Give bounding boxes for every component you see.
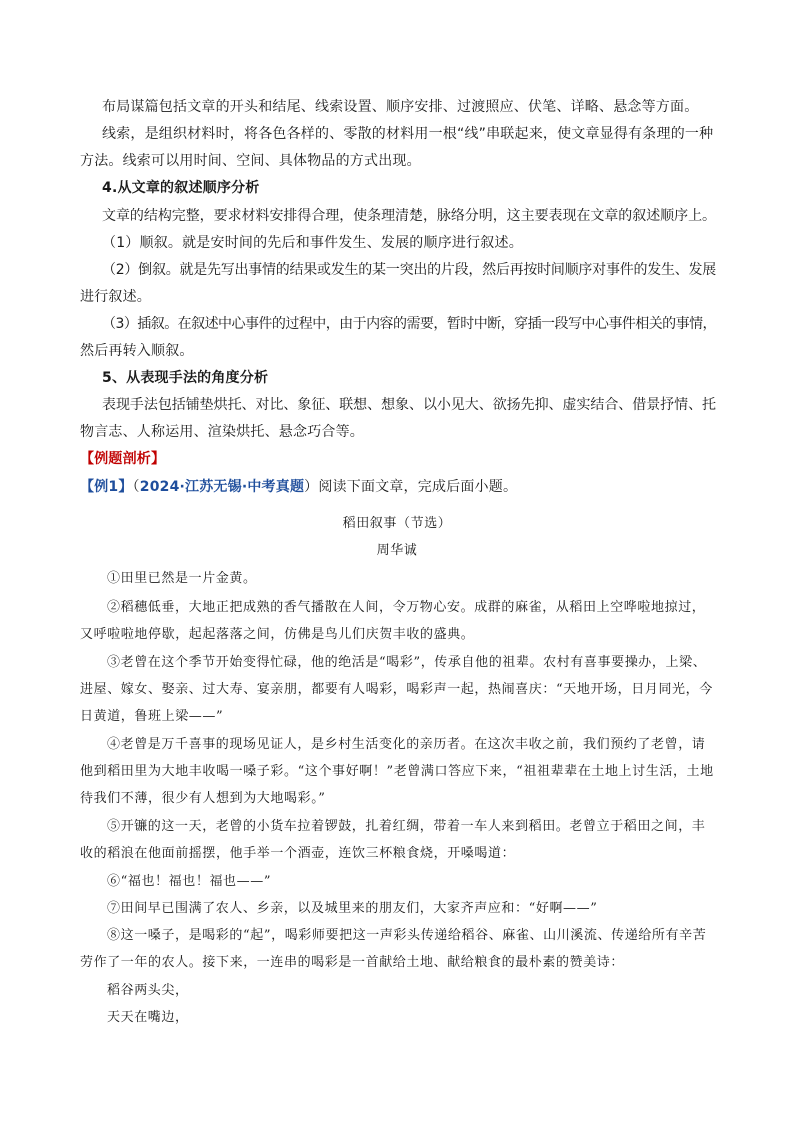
example-intro-line — [80, 476, 517, 496]
paragraph-clue-line2: 方法。线索可以用时间、空间、具体物品的方式出现。 — [80, 153, 421, 169]
paragraph-interpolation-line2: 然后再转入顺叙。 — [80, 343, 194, 359]
passage-paragraph-3-line3: 日黄道，鲁班上梁——” — [80, 709, 224, 724]
paragraph-interpolation-line1: （3）插叙。在叙述中心事件的过程中，由于内容的需要，暂时中断，穿插一段写中心事件相关的事情， — [102, 316, 716, 332]
section-label-example-analysis: 【例题剖析】 — [80, 451, 166, 467]
passage-paragraph-8-line2: 劳作了一年的农人。接下来，一连串的喝彩是一首献给土地、献给粮食的最朴素的赞美诗： — [80, 955, 625, 970]
paragraph-flashback-line2: 进行叙述。 — [80, 289, 151, 305]
paragraph-structure: 文章的结构完整，要求材料安排得合理，使条理清楚，脉络分明，这主要表现在文章的叙述顺序上。 — [102, 208, 716, 224]
passage-paragraph-4-line2: 他到稻田里为大地丰收喝一嗓子彩。“这个事好啊！”老曾满口答应下来，“祖祖辈辈在土地上讨生活，土地 — [80, 764, 714, 779]
paragraph-clue-line1: 线索，是组织材料时，将各色各样的、零散的材料用一根“线”串联起来，使文章显得有条理的一种 — [102, 126, 714, 142]
passage-verse-line-1: 稻谷两头尖， — [107, 983, 189, 998]
passage-paragraph-4-line3: 待我们不薄，很少有人想到为大地喝彩。” — [80, 791, 326, 806]
passage-paragraph-3-line1: ③老曾在这个季节开始变得忙碌，他的绝活是“喝彩”，传承自他的祖辈。农村有喜事要操办，上梁、 — [107, 655, 707, 670]
example-number-label: 【例1】 — [80, 479, 133, 495]
heading-narrative-order: 4.从文章的叙述顺序分析 — [102, 180, 260, 196]
example-instruction: ）阅读下面文章，完成后面小题。 — [304, 479, 518, 495]
passage-title: 稻田叙事（节选） — [342, 516, 452, 531]
paragraph-layout-intro: 布局谋篇包括文章的开头和结尾、线索设置、顺序安排、过渡照应、伏笔、详略、悬念等方面。 — [102, 99, 699, 115]
passage-paragraph-3-line2: 进屋、嫁女、娶亲、过大寿、宴亲朋，都要有人喝彩，喝彩声一起，热闹喜庆：“天地开场，日月同光，今 — [80, 682, 713, 697]
passage-paragraph-7: ⑦田间早已围满了农人、乡亲，以及城里来的朋友们，大家齐声应和：“好啊——” — [107, 901, 598, 916]
passage-paragraph-8-line1: ⑧这一嗓子，是喝彩的“起”，喝彩师要把这一声彩头传递给稻谷、麻雀、山川溪流、传递给所有辛苦 — [107, 928, 707, 943]
example-source: 2024·江苏无锡·中考真题 — [139, 479, 305, 495]
paragraph-techniques-line2: 物言志、人称运用、渲染烘托、悬念巧合等。 — [80, 424, 364, 440]
passage-verse-line-2: 天天在嘴边， — [107, 1010, 189, 1025]
example-source-open: （ — [132, 479, 140, 495]
passage-paragraph-1: ①田里已然是一片金黄。 — [107, 571, 257, 586]
heading-techniques: 5、从表现手法的角度分析 — [102, 370, 269, 386]
paragraph-flashback-line1: （2）倒叙。就是先写出事情的结果或发生的某一突出的片段，然后再按时间顺序对事件的发生、发展 — [102, 262, 716, 278]
passage-paragraph-2-line1: ②稻穗低垂，大地正把成熟的香气播散在人间，令万物心安。成群的麻雀，从稻田上空哗啦地掠过， — [107, 600, 706, 615]
paragraph-techniques-line1: 表现手法包括铺垫烘托、对比、象征、联想、想象、以小见大、欲扬先抑、虚实结合、借景抒情、托 — [102, 397, 716, 413]
passage-paragraph-5-line1: ⑤开镰的这一天，老曾的小货车拉着锣鼓，扎着红绸，带着一车人来到稻田。老曾立于稻田之间，丰 — [107, 819, 706, 834]
passage-paragraph-4-line1: ④老曾是万千喜事的现场见证人，是乡村生活变化的亲历者。在这次丰收之前，我们预约了老曾，请 — [107, 737, 706, 752]
passage-paragraph-5-line2: 收的稻浪在他面前摇摆，他手举一个酒壶，连饮三杯粮食烧，开嗓喝道： — [80, 846, 516, 861]
passage-paragraph-2-line2: 又呼啦啦地停歇，起起落落之间，仿佛是鸟儿们庆贺丰收的盛典。 — [80, 627, 475, 642]
passage-author: 周华诚 — [376, 543, 418, 558]
passage-paragraph-6: ⑥“福也！福也！福也——” — [107, 874, 272, 889]
paragraph-chronological: （1）顺叙。就是安时间的先后和事件发生、发展的顺序进行叙述。 — [102, 235, 523, 251]
